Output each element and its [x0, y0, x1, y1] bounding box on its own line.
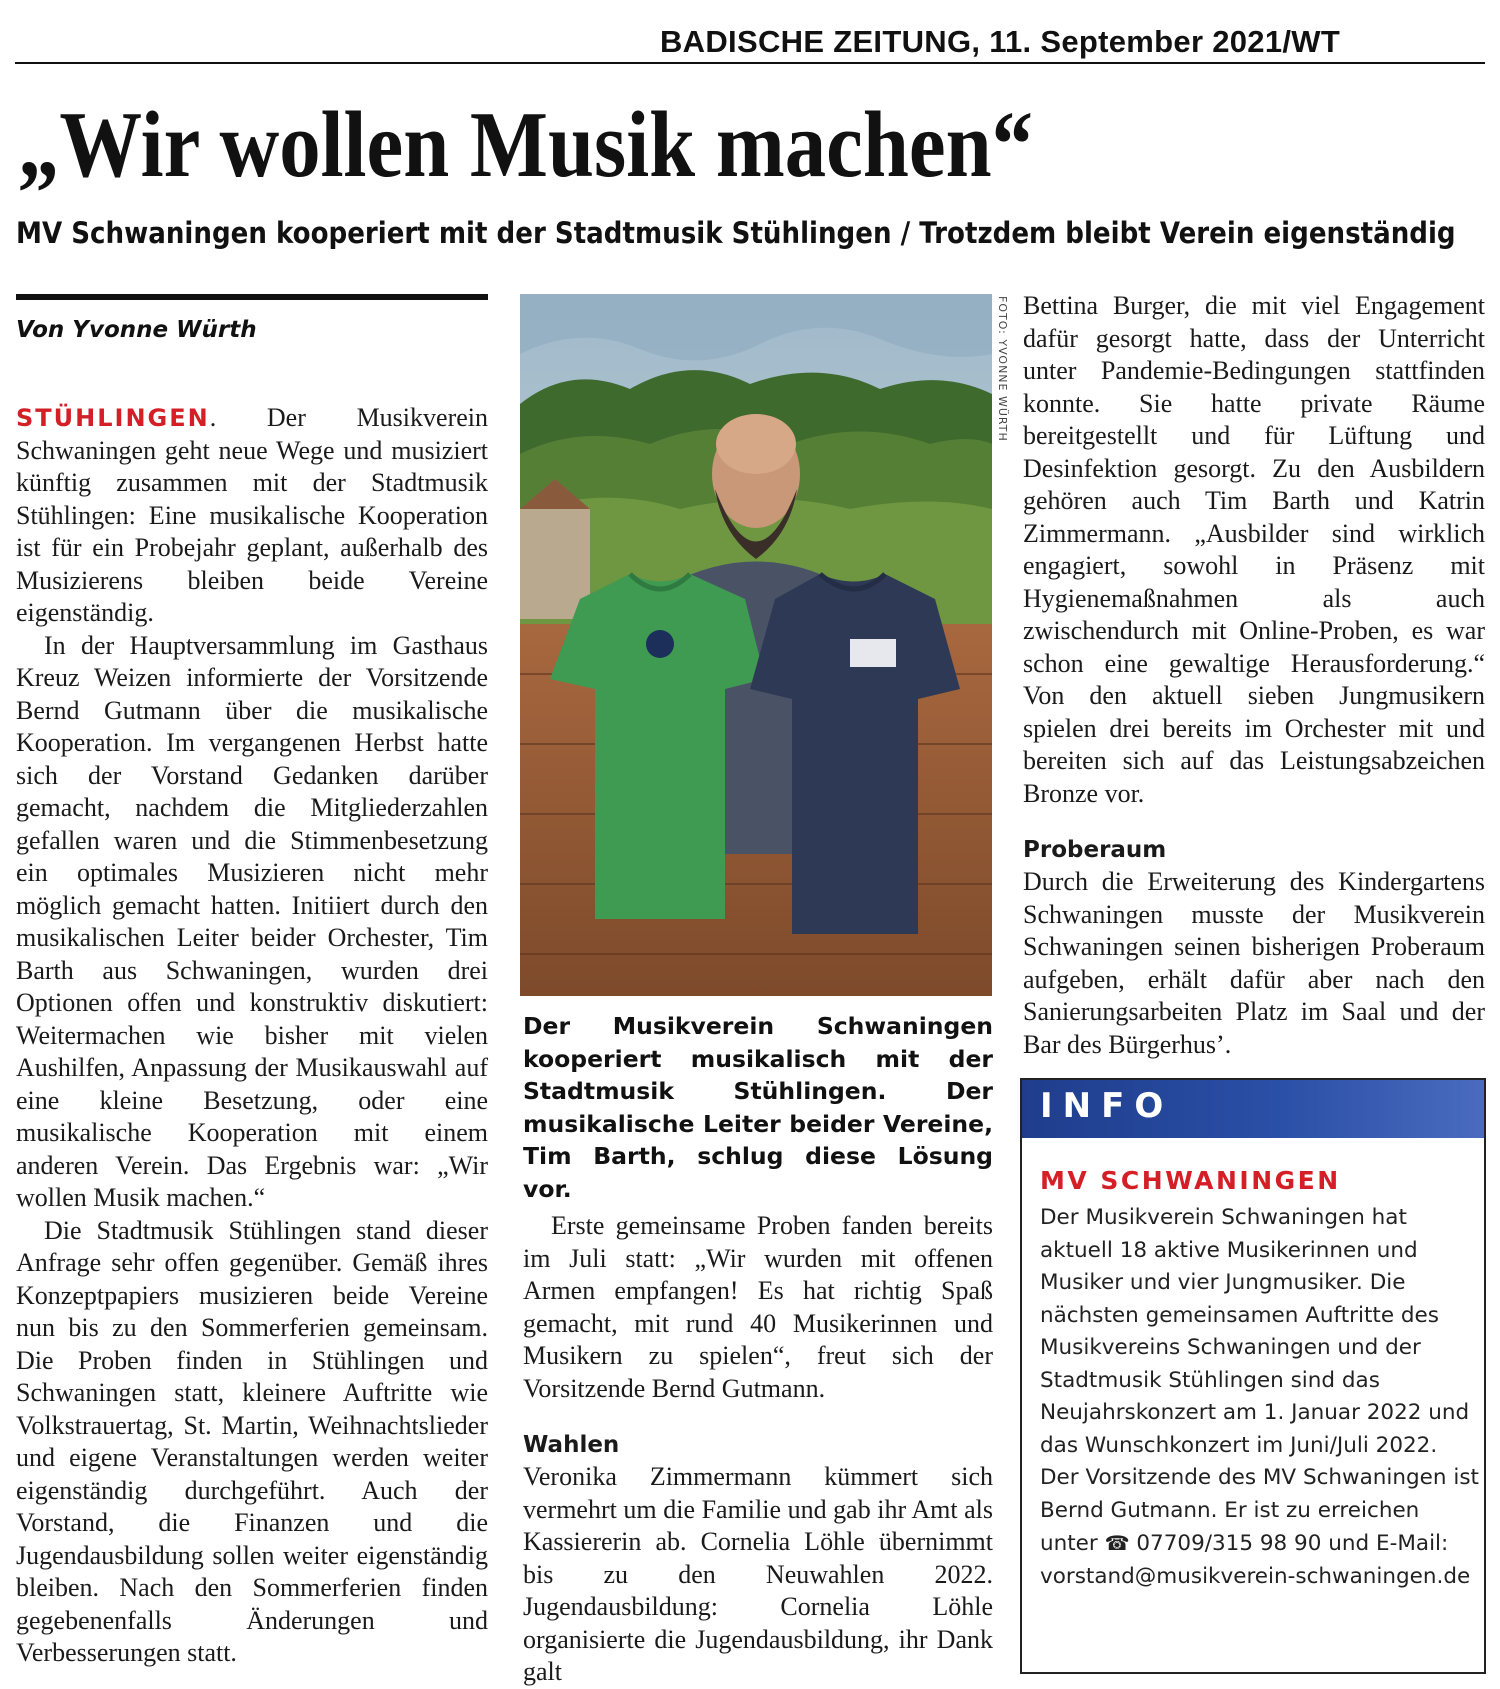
- paragraph: Die Stadtmusik Stühlingen stand dieser Anfrage sehr offen gegenüber. Gemäß ihres Konzeptpapiers musizieren beide Vereine nun bis zu den Sommerferien gemeinsam. Die Proben finden in Stühlingen und Schwaningen statt, kleinere Auftritte wie Volkstrauertag, St. Martin, Weihnachtslieder und eigene Veranstaltungen werden weiter eigenständig durchgeführt. Auch der Vorstand, die Finanzen und die Jugendausbildung sollen weiter eigenständig bleiben. Nach den Sommerferien finden gegebenenfalls Änderungen und Verbesserungen statt.: [16, 1215, 488, 1667]
- paragraph: Durch die Erweiterung des Kindergartens Schwaningen musste der Musikverein Schwaningen seinen bisherigen Proberaum aufgeben, erhält dafür aber nach den Sanierungsarbeiten Platz im Saal und der Bar des Bürgerhus’.: [1023, 867, 1485, 1059]
- info-phone-number: 07709/315 98 90: [1136, 1531, 1322, 1556]
- info-email-address: vorstand@musikverein-schwaningen.de: [1040, 1563, 1471, 1589]
- section-heading-proberaum: Proberaum: [1023, 837, 1167, 863]
- article-photo: [520, 294, 992, 996]
- article-headline: „Wir wollen Musik machen“: [18, 93, 1033, 197]
- info-box-title: MV SCHWANINGEN: [1040, 1166, 1341, 1195]
- photo-caption: Der Musikverein Schwaningen kooperiert musikalisch mit der Stadtmusik Stühlingen. Der musikalische Leiter beider Vereine, Tim Barth, schlug diese Lösung vor.: [523, 1012, 993, 1203]
- dateline: STÜHLINGEN: [16, 404, 210, 432]
- info-email-label: und E-Mail:: [1328, 1531, 1449, 1556]
- info-box-text: Der Musikverein Schwaningen hat aktuell 18 aktive Musikerinnen und Musiker und vier Jungmusiker. Die nächsten gemeinsamen Auftritte des Musikvereins Schwaningen und der Stadtmusik Stühlingen sind das Neujahrskonzert am 1. Januar 2022 und das Wunschkonzert im Juni/Juli 2022. Der Vorsitzende des MV Schwaningen ist Bernd Gutmann. Er ist zu erreichen unter: [1040, 1205, 1479, 1556]
- article-column-1: [16, 402, 488, 1670]
- paragraph-text: . Der Musikverein Schwaningen geht neue Wege und musiziert künftig zusammen mit der Stadtmusik Stühlingen: Eine musikalische Kooperation ist für ein Probejahr geplant, außerhalb des Musizierens bleiben beide Vereine eigenständig.: [16, 403, 488, 627]
- info-box: [1020, 1078, 1486, 1674]
- paragraph: In der Hauptversammlung im Gasthaus Kreuz Weizen informierte der Vorsitzende Bernd Gutmann über die musikalische Kooperation. Im vergangenen Herbst hatte sich der Vorstand Gedanken darüber gemacht, nachdem die Mitgliederzahlen gefallen waren und die Stimmenbesetzung ein optimales Musizieren nicht mehr möglich gemacht hatten. Initiiert durch den musikalischen Leiter beider Orchester, Tim Barth aus Schwaningen, wurden drei Optionen offen und konstruktiv diskutiert: Weitermachen wie bisher mit vielen Aushilfen, Anpassung der Musikauswahl auf eine kleine Besetzung, oder eine musikalische Kooperation mit einem anderen Verein. Das Ergebnis war: „Wir wollen Musik machen.“: [16, 630, 488, 1212]
- phone-icon: ☎: [1104, 1531, 1130, 1555]
- info-box-header-label: INFO: [1040, 1086, 1174, 1126]
- paragraph: Bettina Burger, die mit viel Engagement dafür gesorgt hatte, dass der Unterricht unter Pandemie-Bedingungen stattfinden konnte. Sie hatte private Räume bereitgestellt und für Lüftung und Desinfektion gesorgt. Zu den Ausbildern gehören auch Tim Barth und Katrin Zimmermann. „Ausbilder sind wirklich engagiert, sowohl in Präsenz mit Hygienemaßnahmen als auch zwischendurch mit Online-Proben, es war schon eine gewaltige Herausforderung.“ Von den aktuell sieben Jungmusikern spielen drei bereits im Orchester mit und bereiten sich auf das Leistungsabzeichen Bronze vor.: [1023, 291, 1485, 808]
- photo-illustration: [520, 294, 992, 996]
- byline-divider: [16, 294, 488, 300]
- top-divider: [15, 62, 1485, 64]
- article-subheadline: MV Schwaningen kooperiert mit der Stadtmusik Stühlingen / Trotzdem bleibt Verein eigenständig: [16, 216, 1456, 250]
- info-box-body: [1040, 1202, 1480, 1593]
- photo-credit: FOTO: YVONNE WÜRTH: [996, 296, 1009, 442]
- paragraph: Erste gemeinsame Proben fanden bereits im Juli statt: „Wir wurden mit offenen Armen empfangen! Es hat richtig Spaß gemacht, mit rund 40 Musikerinnen und Musikern zu spielen“, freut sich der Vorsitzende Bernd Gutmann.: [523, 1211, 993, 1403]
- paragraph: [16, 402, 488, 630]
- newspaper-source-line: BADISCHE ZEITUNG, 11. September 2021/WT: [660, 24, 1341, 59]
- article-column-2: [523, 1210, 993, 1689]
- info-box-header: [1022, 1080, 1484, 1138]
- article-column-3: [1023, 290, 1485, 1061]
- paragraph: Veronika Zimmermann kümmert sich vermehrt um die Familie und gab ihr Amt als Kassiererin ab. Cornelia Löhle übernimmt bis zu den Neuwahlen 2022. Jugendausbildung: Cornelia Löhle organisierte die Jugendausbildung, ihr Dank galt: [523, 1462, 993, 1686]
- byline: Von Yvonne Würth: [16, 317, 257, 343]
- section-heading-wahlen: Wahlen: [523, 1432, 620, 1458]
